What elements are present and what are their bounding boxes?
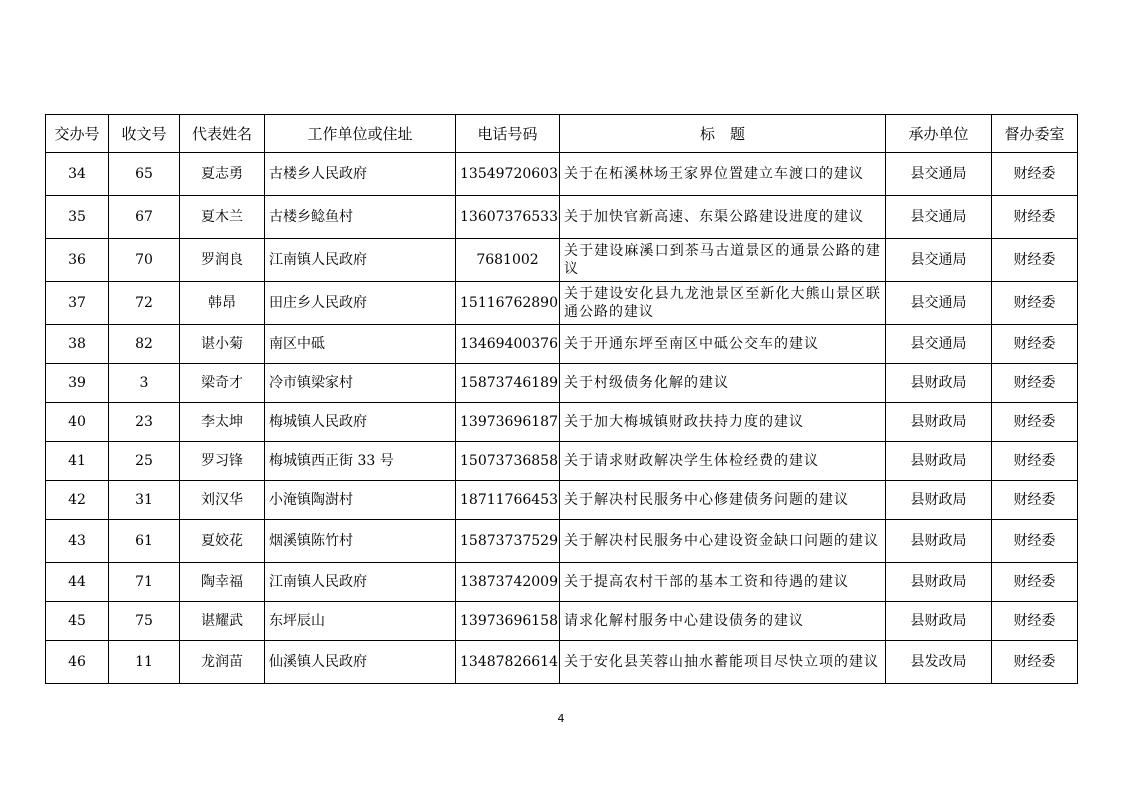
page-number: 4	[557, 712, 565, 725]
cell-handler: 县财政局	[886, 481, 992, 520]
cell-phone: 13973696158	[456, 602, 560, 641]
cell-rep-name: 龙润苗	[180, 641, 265, 684]
cell-workplace: 古楼乡鲶鱼村	[265, 196, 456, 239]
cell-supervisor: 财经委	[992, 364, 1078, 403]
cell-supervisor: 财经委	[992, 520, 1078, 563]
cell-receipt-no: 3	[109, 364, 180, 403]
table-row	[46, 602, 1078, 641]
header-row	[46, 115, 1078, 153]
cell-workplace: 仙溪镇人民政府	[265, 641, 456, 684]
cell-assign-no: 38	[46, 325, 109, 364]
cell-title: 关于建设麻溪口到茶马古道景区的通景公路的建议	[560, 239, 886, 282]
cell-assign-no: 36	[46, 239, 109, 282]
cell-receipt-no: 67	[109, 196, 180, 239]
cell-phone: 13469400376	[456, 325, 560, 364]
cell-handler: 县财政局	[886, 563, 992, 602]
cell-rep-name: 罗润良	[180, 239, 265, 282]
cell-phone: 13487826614	[456, 641, 560, 684]
table-row	[46, 481, 1078, 520]
cell-rep-name: 罗习锋	[180, 442, 265, 481]
cell-phone: 13607376533	[456, 196, 560, 239]
cell-rep-name: 谌小菊	[180, 325, 265, 364]
cell-receipt-no: 65	[109, 153, 180, 196]
cell-receipt-no: 25	[109, 442, 180, 481]
cell-receipt-no: 31	[109, 481, 180, 520]
cell-supervisor: 财经委	[992, 325, 1078, 364]
cell-assign-no: 43	[46, 520, 109, 563]
cell-supervisor: 财经委	[992, 641, 1078, 684]
cell-handler: 县发改局	[886, 641, 992, 684]
table-row	[46, 196, 1078, 239]
table-row	[46, 403, 1078, 442]
cell-phone: 18711766453	[456, 481, 560, 520]
table-row	[46, 442, 1078, 481]
cell-workplace: 小淹镇陶澍村	[265, 481, 456, 520]
cell-assign-no: 46	[46, 641, 109, 684]
cell-workplace: 梅城镇西正街 33 号	[265, 442, 456, 481]
cell-workplace: 梅城镇人民政府	[265, 403, 456, 442]
cell-supervisor: 财经委	[992, 239, 1078, 282]
cell-assign-no: 41	[46, 442, 109, 481]
cell-workplace: 冷市镇梁家村	[265, 364, 456, 403]
cell-workplace: 烟溪镇陈竹村	[265, 520, 456, 563]
table-row	[46, 563, 1078, 602]
cell-rep-name: 夏志勇	[180, 153, 265, 196]
cell-receipt-no: 72	[109, 282, 180, 325]
cell-supervisor: 财经委	[992, 282, 1078, 325]
cell-handler: 县交通局	[886, 239, 992, 282]
cell-receipt-no: 23	[109, 403, 180, 442]
table-row	[46, 364, 1078, 403]
cell-assign-no: 34	[46, 153, 109, 196]
cell-assign-no: 39	[46, 364, 109, 403]
cell-assign-no: 37	[46, 282, 109, 325]
cell-assign-no: 42	[46, 481, 109, 520]
cell-title: 关于村级债务化解的建议	[560, 364, 886, 403]
cell-title: 关于安化县芙蓉山抽水蓄能项目尽快立项的建议	[560, 641, 886, 684]
cell-handler: 县交通局	[886, 196, 992, 239]
cell-supervisor: 财经委	[992, 442, 1078, 481]
header-assign-no: 交办号	[46, 115, 109, 153]
cell-assign-no: 45	[46, 602, 109, 641]
cell-receipt-no: 70	[109, 239, 180, 282]
cell-phone: 13873742009	[456, 563, 560, 602]
table-row	[46, 325, 1078, 364]
table-row	[46, 641, 1078, 684]
cell-workplace: 江南镇人民政府	[265, 563, 456, 602]
cell-receipt-no: 61	[109, 520, 180, 563]
table-row	[46, 282, 1078, 325]
cell-title: 请求化解村服务中心建设债务的建议	[560, 602, 886, 641]
cell-phone: 13549720603	[456, 153, 560, 196]
cell-rep-name: 梁奇才	[180, 364, 265, 403]
cell-handler: 县交通局	[886, 153, 992, 196]
cell-receipt-no: 71	[109, 563, 180, 602]
cell-title: 关于提高农村干部的基本工资和待遇的建议	[560, 563, 886, 602]
cell-supervisor: 财经委	[992, 563, 1078, 602]
cell-assign-no: 44	[46, 563, 109, 602]
cell-supervisor: 财经委	[992, 602, 1078, 641]
header-supervisor: 督办委室	[992, 115, 1078, 153]
cell-handler: 县财政局	[886, 602, 992, 641]
header-phone: 电话号码	[456, 115, 560, 153]
cell-supervisor: 财经委	[992, 153, 1078, 196]
cell-handler: 县财政局	[886, 364, 992, 403]
cell-handler: 县交通局	[886, 282, 992, 325]
cell-phone: 15873737529	[456, 520, 560, 563]
cell-assign-no: 35	[46, 196, 109, 239]
cell-rep-name: 夏木兰	[180, 196, 265, 239]
cell-phone: 15116762890	[456, 282, 560, 325]
header-handler: 承办单位	[886, 115, 992, 153]
cell-rep-name: 李太坤	[180, 403, 265, 442]
cell-phone: 15073736858	[456, 442, 560, 481]
cell-workplace: 东坪辰山	[265, 602, 456, 641]
cell-rep-name: 谌耀武	[180, 602, 265, 641]
cell-receipt-no: 82	[109, 325, 180, 364]
cell-supervisor: 财经委	[992, 403, 1078, 442]
header-title: 标 题	[560, 115, 886, 153]
cell-rep-name: 夏姣花	[180, 520, 265, 563]
cell-handler: 县财政局	[886, 520, 992, 563]
cell-receipt-no: 75	[109, 602, 180, 641]
cell-supervisor: 财经委	[992, 196, 1078, 239]
header-rep-name: 代表姓名	[180, 115, 265, 153]
cell-phone: 13973696187	[456, 403, 560, 442]
cell-title: 关于解决村民服务中心修建债务问题的建议	[560, 481, 886, 520]
cell-supervisor: 财经委	[992, 481, 1078, 520]
cell-receipt-no: 11	[109, 641, 180, 684]
table-row	[46, 520, 1078, 563]
cell-workplace: 古楼乡人民政府	[265, 153, 456, 196]
cell-rep-name: 陶幸福	[180, 563, 265, 602]
cell-title: 关于在柘溪林场王家界位置建立车渡口的建议	[560, 153, 886, 196]
cell-handler: 县财政局	[886, 442, 992, 481]
header-workplace: 工作单位或住址	[265, 115, 456, 153]
cell-title: 关于加大梅城镇财政扶持力度的建议	[560, 403, 886, 442]
table-row	[46, 239, 1078, 282]
cell-title: 关于建设安化县九龙池景区至新化大熊山景区联通公路的建议	[560, 282, 886, 325]
cell-title: 关于解决村民服务中心建设资金缺口问题的建议	[560, 520, 886, 563]
table-row	[46, 153, 1078, 196]
cell-phone: 7681002	[456, 239, 560, 282]
cell-rep-name: 刘汉华	[180, 481, 265, 520]
cell-workplace: 江南镇人民政府	[265, 239, 456, 282]
cell-handler: 县财政局	[886, 403, 992, 442]
cell-rep-name: 韩昂	[180, 282, 265, 325]
proposal-table	[45, 114, 1078, 684]
cell-handler: 县交通局	[886, 325, 992, 364]
cell-title: 关于加快官新高速、东渠公路建设进度的建议	[560, 196, 886, 239]
cell-title: 关于开通东坪至南区中砥公交车的建议	[560, 325, 886, 364]
cell-title: 关于请求财政解决学生体检经费的建议	[560, 442, 886, 481]
header-receipt-no: 收文号	[109, 115, 180, 153]
cell-workplace: 田庄乡人民政府	[265, 282, 456, 325]
cell-phone: 15873746189	[456, 364, 560, 403]
cell-assign-no: 40	[46, 403, 109, 442]
cell-workplace: 南区中砥	[265, 325, 456, 364]
